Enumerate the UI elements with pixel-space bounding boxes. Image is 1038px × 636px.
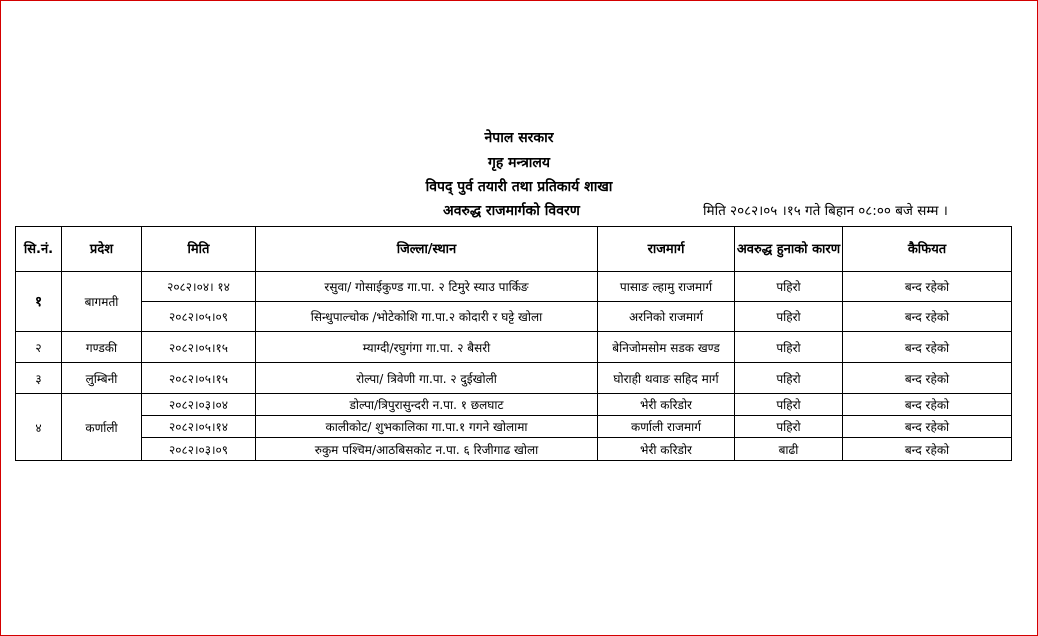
location-cell: रसुवा/ गोसाईकुण्ड गा.पा. २ टिमुरे स्याउ पार्किङ [256,272,598,302]
table-row [16,438,1012,461]
location-cell: म्याग्दी/रघुगंगा गा.पा. २ बैसरी [256,332,598,363]
table-row [16,332,1012,363]
highway-cell: अरनिको राजमार्ग [598,302,735,332]
highway-cell: कर्णाली राजमार्ग [598,416,735,438]
table-row [16,302,1012,332]
location-cell: डोल्पा/त्रिपुरासुन्दरी न.पा. १ छलघाट [256,394,598,416]
highway-cell: भेरी करिडोर [598,394,735,416]
location-cell: रुकुम पश्चिम/आठबिसकोट न.पा. ६ रिजीगाढ खोला [256,438,598,461]
date-cell: २०८२।०३।०४ [142,394,256,416]
table-row [16,272,1012,302]
col-header-date: मिति [142,227,256,272]
province-cell: गण्डकी [62,332,142,363]
serial-number: ४ [16,394,62,461]
col-header-location: जिल्ला/स्थान [256,227,598,272]
date-cell: २०८२।०५।१५ [142,332,256,363]
col-header-sn: सि.नं. [16,227,62,272]
remarks-cell: बन्द रहेको [843,363,1012,394]
report-subtitle: अवरुद्ध राजमार्गको विवरण [443,203,580,219]
serial-number: १ [16,272,62,332]
as-of-date: मिति २०८२।०५ ।१५ गते बिहान ०८:०० बजे सम्म । [703,203,948,219]
date-cell: २०८२।०५।१४ [142,416,256,438]
highway-cell: घोराही थवाङ सहिद मार्ग [598,363,735,394]
section-title: विपद् पुर्व तयारी तथा प्रतिकार्य शाखा [425,179,613,195]
remarks-cell: बन्द रहेको [843,394,1012,416]
table-row [16,394,1012,416]
date-cell: २०८२।०४। १४ [142,272,256,302]
location-cell: रोल्पा/ त्रिवेणी गा.पा. २ दुईखोली [256,363,598,394]
remarks-cell: बन्द रहेको [843,302,1012,332]
highway-cell: भेरी करिडोर [598,438,735,461]
location-cell: कालीकोट/ शुभकालिका गा.पा.१ गगने खोलामा [256,416,598,438]
reason-cell: पहिरो [735,416,843,438]
province-cell: लुम्बिनी [62,363,142,394]
reason-cell: बाढी [735,438,843,461]
date-cell: २०८२।०५।१५ [142,363,256,394]
government-title: नेपाल सरकार [484,130,554,146]
reason-cell: पहिरो [735,394,843,416]
location-cell: सिन्धुपाल्चोक /भोटेकोशि गा.पा.२ कोदारी र घट्टे खोला [256,302,598,332]
col-header-reason: अवरुद्ध हुनाको कारण [735,227,843,272]
reason-cell: पहिरो [735,363,843,394]
province-cell: कर्णाली [62,394,142,461]
date-cell: २०८२।०३।०९ [142,438,256,461]
remarks-cell: बन्द रहेको [843,272,1012,302]
remarks-cell: बन्द रहेको [843,416,1012,438]
reason-cell: पहिरो [735,272,843,302]
serial-number: ३ [16,363,62,394]
table-header-row [16,227,1012,272]
highway-cell: बेनिजोमसोम सडक खण्ड [598,332,735,363]
col-header-province: प्रदेश [62,227,142,272]
ministry-title: गृह मन्त्रालय [487,155,551,171]
reason-cell: पहिरो [735,302,843,332]
highway-cell: पासाङ ल्हामु राजमार्ग [598,272,735,302]
remarks-cell: बन्द रहेको [843,332,1012,363]
date-cell: २०८२।०५।०९ [142,302,256,332]
reason-cell: पहिरो [735,332,843,363]
col-header-remarks: कैफियत [843,227,1012,272]
blocked-highways-table [15,226,1012,461]
province-cell: बागमती [62,272,142,332]
table-row [16,416,1012,438]
serial-number: २ [16,332,62,363]
col-header-highway: राजमार्ग [598,227,735,272]
table-row [16,363,1012,394]
remarks-cell: बन्द रहेको [843,438,1012,461]
